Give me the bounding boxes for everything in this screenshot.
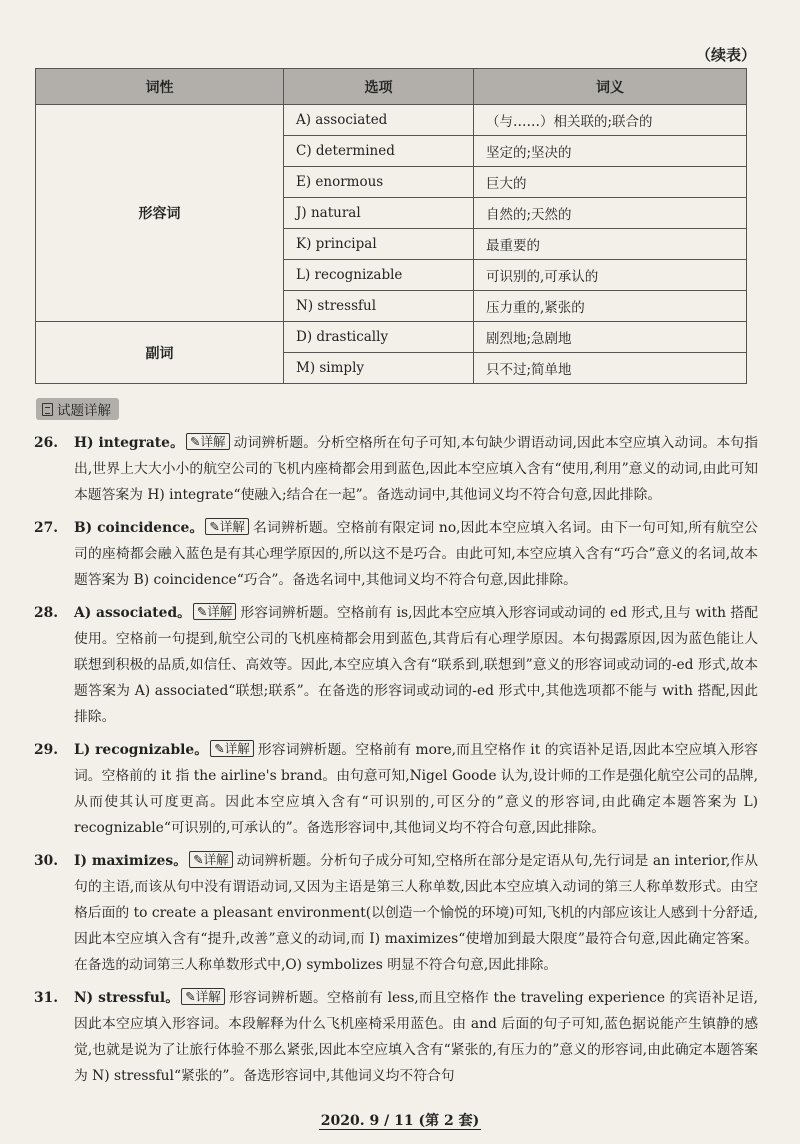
option-cell: A) associated bbox=[284, 105, 474, 136]
meaning-cell: 压力重的,紧张的 bbox=[474, 291, 747, 322]
answer-key: A) associated。 bbox=[74, 605, 191, 621]
pencil-icon: ✎ bbox=[209, 519, 220, 534]
meaning-cell: 只不过;简单地 bbox=[474, 353, 747, 384]
meaning-cell: 最重要的 bbox=[474, 229, 747, 260]
badge-label: 详解 bbox=[207, 604, 233, 619]
vocabulary-table bbox=[35, 68, 747, 384]
answer-key: B) coincidence。 bbox=[74, 520, 204, 536]
explanation-badge bbox=[193, 603, 237, 620]
answer-key: I) maximizes。 bbox=[74, 853, 188, 869]
answer-key: H) integrate。 bbox=[74, 435, 184, 451]
continued-label: （续表） bbox=[695, 46, 756, 64]
pencil-icon: ✎ bbox=[190, 434, 201, 449]
answer-item bbox=[34, 737, 758, 841]
question-number: 29. bbox=[34, 742, 59, 758]
explanation-badge bbox=[210, 740, 254, 757]
option-cell: M) simply bbox=[284, 353, 474, 384]
pencil-icon: ✎ bbox=[214, 741, 225, 756]
header-pos: 词性 bbox=[36, 69, 284, 105]
header-option: 选项 bbox=[284, 69, 474, 105]
answer-item bbox=[34, 600, 758, 730]
answer-item bbox=[34, 848, 758, 978]
question-number: 31. bbox=[34, 990, 59, 1006]
explanation-text: 形容词辨析题。空格前有 is,因此本空应填入形容词或动词的 ed 形式,且与 with 搭配使用。空格前一句提到,航空公司的飞机座椅都会用到蓝色,其背后有心理学原因。本句揭露原因,因为蓝色能让人联想到积极的品质,如信任、高效等。因此,本空应填入含有“联系到,联想到”意义的形容词或动词的-ed 形式,故本题答案为 A) associated“联想;联系”。在备选的形容词或动词的-ed 形式中,其他选项都不能与 with 搭配,因此排除。 bbox=[74, 605, 759, 725]
question-number: 26. bbox=[34, 435, 59, 451]
pos-adverb: 副词 bbox=[36, 322, 284, 384]
badge-label: 详解 bbox=[200, 434, 226, 449]
badge-label: 详解 bbox=[219, 519, 245, 534]
question-number: 28. bbox=[34, 605, 59, 621]
section-heading bbox=[36, 398, 119, 420]
option-cell: E) enormous bbox=[284, 167, 474, 198]
page-number: 2020. 9 / 11 (第 2 套) bbox=[320, 1113, 480, 1129]
option-cell: C) determined bbox=[284, 136, 474, 167]
question-number: 27. bbox=[34, 520, 59, 536]
explanation-text: 形容词辨析题。空格前有 more,而且空格作 it 的宾语补足语,因此本空应填入形容词。空格前的 it 指 the airline's brand。由句意可知,Nigel Goode 认为,设计师的工作是强化航空公司的品牌,从而使其认可度更高。因此本空应填入含有“可识别的,可区分的”意义的形容词,由此确定本题答案为 L) recognizable“可识别的,可承认的”。备选形容词中,其他词义均不符合句意,因此排除。 bbox=[74, 742, 758, 836]
meaning-cell: 可识别的,可承认的 bbox=[474, 260, 747, 291]
explanation-text: 形容词辨析题。空格前有 less,而且空格作 the traveling experience 的宾语补足语,因此本空应填入形容词。本段解释为什么飞机座椅采用蓝色。由 and 后面的句子可知,蓝色据说能产生镇静的感觉,也就是说为了让旅行体验不那么紧张,因此本空应填入含有“紧张的,有压力的”意义的形容词,由此确定本题答案为 N) stressful“紧张的”。备选形容词中,其他词义均不符合句 bbox=[74, 990, 758, 1084]
page-footer bbox=[0, 1110, 800, 1130]
table-row bbox=[36, 322, 747, 353]
answer-item bbox=[34, 985, 758, 1089]
meaning-cell: 巨大的 bbox=[474, 167, 747, 198]
meaning-cell: 剧烈地;急剧地 bbox=[474, 322, 747, 353]
option-cell: J) natural bbox=[284, 198, 474, 229]
explanation-badge bbox=[189, 851, 233, 868]
explanation-text: 动词辨析题。分析句子成分可知,空格所在部分是定语从句,先行词是 an interior,作从句的主语,而该从句中没有谓语动词,又因为主语是第三人称单数,因此本空应填入动词的第三人称单数形式。由空格后面的 to create a pleasant environment(以创造一个愉悦的环境)可知,飞机的内部应该让人感到十分舒适,因此本空应填入含有“提升,改善”意义的动词,而 I) maximizes“使增加到最大限度”最符合句意,因此确定答案。在备选的动词第三人称单数形式中,O) symbolizes 明显不符合句意,因此排除。 bbox=[74, 853, 758, 973]
answer-item bbox=[34, 430, 758, 508]
explanation-badge bbox=[205, 518, 249, 535]
answer-list bbox=[34, 430, 758, 1096]
section-title: 试题详解 bbox=[57, 403, 111, 419]
pencil-icon: ✎ bbox=[196, 604, 208, 619]
meaning-cell: 自然的;天然的 bbox=[474, 198, 747, 229]
explanation-text: 名词辨析题。空格前有限定词 no,因此本空应填入名词。由下一句可知,所有航空公司的座椅都会融入蓝色是有其心理学原因的,所以这不是巧合。由此可知,本空应填入含有“巧合”意义的名词,故本题答案为 B) coincidence“巧合”。备选名词中,其他词义均不符合句意,因此排除。 bbox=[74, 520, 758, 588]
badge-label: 详解 bbox=[203, 852, 229, 867]
meaning-cell: 坚定的;坚决的 bbox=[474, 136, 747, 167]
meaning-cell: （与……）相关联的;联合的 bbox=[474, 105, 747, 136]
badge-label: 详解 bbox=[195, 989, 221, 1004]
option-cell: L) recognizable bbox=[284, 260, 474, 291]
pos-adjective: 形容词 bbox=[36, 105, 284, 322]
table-row bbox=[36, 105, 747, 136]
explanation-badge bbox=[181, 988, 225, 1005]
option-cell: D) drastically bbox=[284, 322, 474, 353]
explanation-text: 动词辨析题。分析空格所在句子可知,本句缺少谓语动词,因此本空应填入动词。本句指出,世界上大大小小的航空公司的飞机内座椅都会用到蓝色,因此本空应填入含有“使用,利用”意义的动词,由此可知本题答案为 H) integrate“使融入;结合在一起”。备选动词中,其他词义均不符合句意,因此排除。 bbox=[74, 435, 758, 503]
answer-key: L) recognizable。 bbox=[74, 742, 209, 758]
pencil-icon: ✎ bbox=[193, 852, 204, 867]
question-number: 30. bbox=[34, 853, 59, 869]
answer-key: N) stressful。 bbox=[74, 990, 180, 1006]
book-icon bbox=[42, 403, 53, 416]
pencil-icon: ✎ bbox=[185, 989, 196, 1004]
option-cell: K) principal bbox=[284, 229, 474, 260]
badge-label: 详解 bbox=[224, 741, 250, 756]
header-meaning: 词义 bbox=[474, 69, 747, 105]
explanation-badge bbox=[186, 433, 230, 450]
option-cell: N) stressful bbox=[284, 291, 474, 322]
table-header-row bbox=[36, 69, 747, 105]
answer-item bbox=[34, 515, 758, 593]
